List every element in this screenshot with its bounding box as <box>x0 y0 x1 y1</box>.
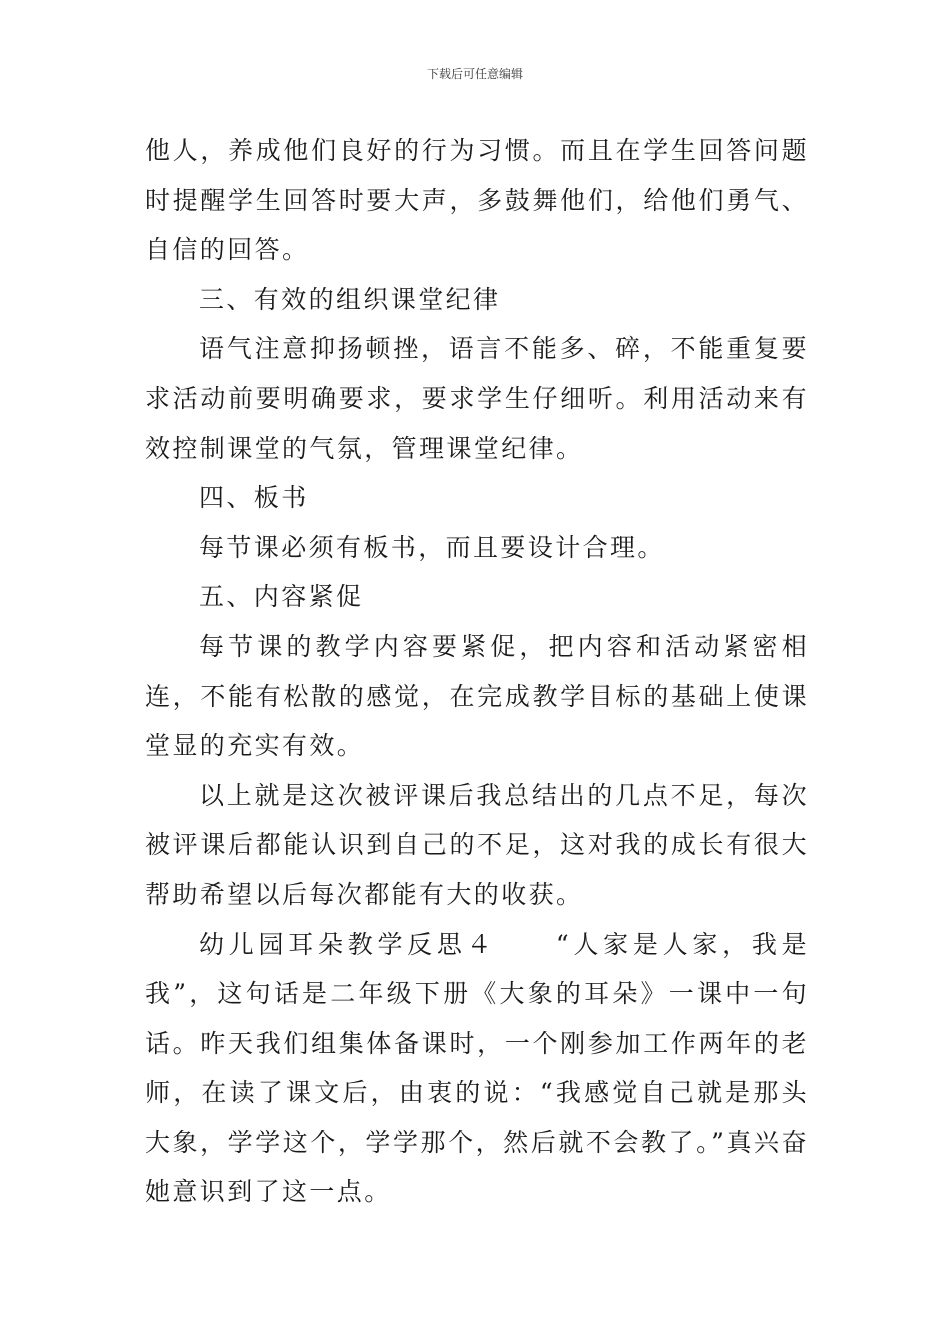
paragraph: 每节课的教学内容要紧促，把内容和活动紧密相连，不能有松散的感觉，在完成教学目标的基础上使课堂显的充实有效。 <box>145 631 809 761</box>
page-header: 下载后可任意编辑 <box>426 67 523 81</box>
section-heading: 三、有效的组织课堂纪律 <box>199 284 501 314</box>
paragraph: 他人，养成他们良好的行为习惯。而且在学生回答问题时提醒学生回答时要大声，多鼓舞他们，给他们勇气、自信的回答。 <box>145 136 809 265</box>
section-heading: 五、内容紧促 <box>199 582 364 612</box>
section-heading: 四、板书 <box>199 483 309 513</box>
paragraph: 每节课必须有板书，而且要设计合理。 <box>199 532 665 562</box>
paragraph: 语气注意抑扬顿挫，语言不能多、碎，不能重复要求活动前要明确要求，要求学生仔细听。利用活动来有效控制课堂的气氛，管理课堂纪律。 <box>145 334 809 463</box>
document-body <box>145 126 809 1217</box>
paragraph: 幼儿园耳朵教学反思４ “人家是人家，我是我”，这句话是二年级下册《大象的耳朵》一课中一句话。昨天我们组集体备课时，一个刚参加工作两年的老师，在读了课文后，由衷的说：“我感觉自己就是那头大象，学学这个，学学那个，然后就不会教了。”真兴奋她意识到了这一点。 <box>145 929 809 1207</box>
paragraph: 以上就是这次被评课后我总结出的几点不足，每次被评课后都能认识到自己的不足，这对我的成长有很大帮助希望以后每次都能有大的收获。 <box>145 780 809 909</box>
